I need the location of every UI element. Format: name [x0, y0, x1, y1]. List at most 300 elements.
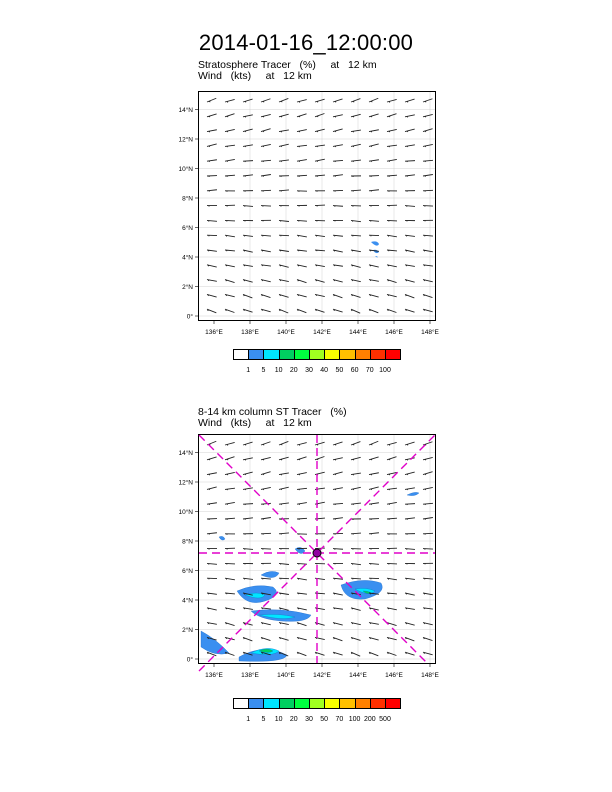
wind-barb [423, 280, 433, 282]
wind-barb [279, 176, 289, 177]
x-tick-label: 144°E [349, 672, 367, 679]
wind-barb [351, 457, 361, 460]
wind-barb [423, 517, 433, 519]
colorbar-swatch [324, 698, 340, 709]
wind-barb [297, 473, 307, 476]
wind-barb [369, 549, 379, 550]
wind-barb [225, 488, 235, 490]
wind-barb [387, 578, 397, 580]
wind-barb [297, 608, 307, 610]
wind-barb [225, 472, 235, 475]
wind-barb [279, 578, 289, 579]
wind-barb [225, 652, 234, 655]
wind-barb [243, 99, 253, 102]
wind-barb [243, 206, 253, 207]
colorbar-label: 70 [365, 367, 374, 374]
wind-barb [243, 549, 253, 550]
wind-barbs [207, 98, 433, 313]
wind-barb [387, 145, 397, 147]
wind-barb [423, 472, 433, 475]
wind-barb [405, 472, 415, 475]
wind-barb [297, 191, 307, 192]
wind-barb [351, 549, 361, 550]
wind-barb [297, 503, 307, 505]
wind-barb [279, 593, 289, 595]
wind-barb [369, 98, 378, 102]
wind-barb [243, 280, 253, 283]
wind-barb [279, 144, 289, 147]
wind-barb [243, 518, 253, 520]
wind-barb [261, 174, 271, 176]
wind-barb [423, 99, 432, 102]
wind-barb [297, 265, 307, 267]
wind-barb [333, 265, 343, 266]
wind-barb [405, 578, 415, 579]
wind-barb [423, 265, 433, 266]
wind-barb [405, 129, 415, 132]
wind-barb [297, 280, 307, 283]
wind-barb [261, 563, 271, 564]
wind-barb [369, 487, 379, 490]
wind-barb [315, 309, 324, 312]
wind-barb [261, 129, 271, 132]
wind-barb [207, 250, 217, 251]
colorbar-swatch [385, 698, 401, 709]
wind-barb [333, 533, 343, 534]
wind-barb [207, 578, 217, 579]
wind-barb [423, 637, 432, 640]
wind-barb [225, 145, 235, 147]
wind-barb [315, 280, 325, 283]
colorbar-swatch [355, 349, 371, 360]
wind-barb [225, 502, 235, 504]
colorbar-label: 20 [289, 367, 298, 374]
wind-barb [261, 487, 271, 489]
colorbar-swatch [355, 698, 371, 709]
y-tick-label: 8°N [182, 538, 193, 546]
wind-barb [369, 503, 379, 505]
colorbar-label: 50 [320, 716, 329, 723]
wind-barb [423, 144, 433, 146]
wind-barb [351, 533, 361, 535]
colorbar-label: 1 [246, 716, 251, 723]
wind-barb [387, 488, 397, 490]
wind-barb [387, 548, 397, 549]
colorbar-label: 100 [348, 716, 361, 723]
wind-barb [225, 280, 235, 283]
y-tick-label: 12°N [178, 136, 193, 144]
wind-barb [243, 250, 253, 252]
wind-barb [333, 563, 343, 564]
wind-barb [225, 518, 235, 520]
wind-barb [207, 160, 217, 162]
wind-barb [297, 652, 306, 655]
panel2-title-wind: Wind (kts) at 12 km [198, 417, 312, 429]
wind-barb [315, 175, 325, 177]
wind-barb [243, 442, 253, 445]
wind-barb [261, 294, 270, 297]
wind-barb [423, 206, 433, 207]
wind-barb [405, 145, 415, 147]
wind-barb [279, 563, 289, 564]
wind-barb [315, 652, 324, 655]
wind-barb [387, 608, 397, 610]
wind-barb [225, 220, 235, 221]
wind-barb [405, 458, 415, 460]
colorbar-label: 10 [274, 716, 283, 723]
wind-barb [243, 563, 253, 564]
colorbar-label: 5 [261, 367, 266, 374]
wind-barb [279, 130, 289, 132]
wind-barb [369, 294, 379, 297]
wind-barb [207, 519, 217, 520]
wind-barb [225, 205, 235, 206]
wind-barb [279, 487, 289, 490]
wind-barb [387, 220, 397, 221]
wind-barb [387, 114, 396, 117]
wind-barb [261, 190, 271, 191]
wind-barb [225, 159, 235, 161]
wind-barb [333, 608, 343, 609]
wind-barb [261, 250, 271, 252]
wind-barb [369, 160, 379, 162]
wind-barb [387, 652, 396, 655]
wind-barb [369, 309, 378, 313]
wind-barb [207, 265, 217, 267]
wind-barb [333, 458, 343, 461]
wind-barb [405, 191, 415, 192]
wind-barb [207, 608, 217, 610]
wind-barb [369, 130, 379, 132]
wind-barb [405, 206, 415, 207]
colorbar-swatch [294, 698, 310, 709]
wind-barb [297, 175, 307, 177]
wind-barb [423, 220, 433, 221]
panel1-title-tracer: Stratosphere Tracer (%) at 12 km [198, 59, 377, 71]
y-tick-label: 0° [186, 313, 193, 321]
wind-barb [369, 578, 379, 579]
wind-barb [207, 623, 217, 625]
wind-barb [333, 518, 343, 520]
wind-barb [351, 265, 361, 268]
wind-barb [297, 309, 306, 312]
wind-barb [351, 487, 361, 490]
wind-barb [225, 235, 235, 237]
wind-barb [243, 145, 253, 147]
wind-barb [369, 144, 379, 147]
wind-barb [423, 578, 433, 579]
colorbar-label: 20 [289, 716, 298, 723]
wind-barb [333, 115, 343, 118]
wind-barb [405, 220, 415, 221]
wind-barb [279, 457, 289, 460]
wind-barb [405, 488, 415, 490]
wind-barb [225, 99, 235, 102]
wind-barb [279, 220, 289, 221]
wind-barb [225, 250, 235, 251]
colorbar-swatch [294, 349, 310, 360]
wind-barb [333, 488, 343, 490]
wind-barb [369, 563, 379, 564]
wind-barb [261, 442, 270, 445]
map-canvas [159, 92, 455, 360]
wind-barb [351, 294, 361, 297]
wind-barb [297, 457, 307, 460]
colorbar-swatch [263, 698, 279, 709]
wind-barb [351, 608, 361, 611]
wind-barb [207, 593, 217, 594]
wind-barb [297, 637, 307, 640]
wind-barb [243, 129, 253, 132]
wind-barb [297, 250, 307, 251]
wind-barb [369, 441, 378, 445]
wind-barb [351, 99, 360, 102]
colorbar-swatch [233, 698, 249, 709]
wind-barb [351, 130, 361, 132]
wind-barb [333, 190, 343, 191]
wind-barb [351, 144, 361, 147]
wind-barb [423, 503, 433, 505]
wind-barb [279, 623, 289, 625]
colorbar-swatch [339, 349, 355, 360]
x-tick-label: 146°E [385, 672, 403, 679]
wind-barb [279, 637, 289, 640]
wind-barb [423, 457, 433, 460]
wind-barb [315, 235, 325, 236]
colorbar-swatch [279, 349, 295, 360]
wind-barb [405, 265, 415, 267]
wind-barb [423, 623, 433, 625]
colorbar-swatch [370, 698, 386, 709]
x-tick-label: 138°E [241, 329, 259, 336]
y-tick-label: 4°N [182, 254, 193, 262]
wind-barb [351, 176, 361, 177]
wind-barb [207, 144, 217, 147]
y-tick-label: 14°N [178, 107, 193, 114]
wind-barb [225, 191, 235, 192]
wind-barb [333, 99, 343, 102]
wind-barb [423, 563, 433, 564]
wind-barb [405, 652, 415, 655]
wind-barb [261, 608, 271, 609]
tracer-map-panel[interactable] [178, 91, 439, 336]
wind-barb [405, 608, 415, 610]
wind-barb [243, 191, 253, 192]
wind-barb [333, 160, 343, 162]
x-tick-label: 144°E [349, 329, 367, 336]
wind-barb [387, 159, 397, 161]
wind-barb [261, 99, 270, 102]
wind-barb [369, 623, 379, 625]
wind-barb [261, 160, 271, 162]
wind-barb [405, 623, 415, 626]
wind-barb [279, 190, 289, 192]
wind-barb [279, 294, 289, 297]
wind-barb [261, 144, 271, 146]
wind-barb [279, 473, 289, 475]
wind-barb [405, 294, 414, 298]
wind-barb [333, 294, 342, 297]
wind-barb [261, 206, 271, 207]
colorbar-label: 10 [274, 367, 283, 374]
wind-barb [315, 145, 325, 147]
wind-barb [369, 176, 379, 177]
colorbar-label: 200 [363, 716, 376, 723]
wind-barb [225, 608, 235, 610]
y-tick-label: 10°N [178, 166, 193, 173]
wind-barb [279, 160, 289, 162]
wind-barb [279, 98, 288, 102]
wind-barb [225, 593, 235, 594]
wind-barb [387, 265, 397, 267]
wind-barb [369, 114, 379, 117]
wind-barb [351, 114, 361, 117]
panel2-title-tracer: 8-14 km column ST Tracer (%) [198, 406, 347, 418]
wind-barb [315, 159, 325, 161]
wind-barb [369, 519, 379, 520]
wind-barb [405, 250, 415, 252]
wind-barb [333, 652, 343, 655]
wind-barb [351, 652, 360, 656]
wind-barb [207, 98, 216, 102]
wind-barb [207, 114, 217, 117]
colorbar-label: 100 [379, 367, 391, 374]
wind-barb [333, 309, 343, 312]
wind-barb [261, 503, 271, 505]
wind-barb [225, 442, 235, 445]
wind-barb [297, 488, 307, 490]
colorbar-label: 70 [335, 716, 344, 723]
colorbar-swatch [233, 349, 249, 360]
wind-barb [405, 115, 415, 117]
wind-barb [243, 115, 253, 117]
wind-barb [315, 265, 325, 267]
wind-barb [423, 533, 433, 534]
wind-barb [369, 280, 379, 282]
wind-barbs [207, 441, 433, 656]
colorbar-swatch [339, 698, 355, 709]
axes [178, 106, 439, 336]
wind-barb [405, 534, 415, 535]
wind-barb [225, 129, 235, 132]
y-tick-label: 6°N [182, 568, 193, 575]
wind-barb [315, 191, 325, 192]
wind-barb [243, 458, 253, 460]
wind-barb [243, 235, 253, 236]
wind-barb [207, 220, 217, 221]
wind-barb [369, 235, 379, 236]
wind-barb [333, 220, 343, 221]
wind-barb [387, 191, 397, 192]
wind-barb [243, 578, 253, 579]
colorbar-swatch [263, 349, 279, 360]
wind-barb [207, 235, 217, 236]
wind-barb [369, 652, 378, 656]
wind-barb [279, 441, 288, 445]
wind-barb [279, 280, 289, 282]
wind-barb [333, 472, 343, 475]
wind-barb [333, 442, 343, 445]
colorbar-label: 500 [379, 716, 391, 723]
crosshair-overlay [199, 435, 435, 671]
wind-barb [225, 623, 235, 626]
wind-barb [405, 637, 414, 641]
wind-barb [405, 442, 415, 445]
wind-barb [333, 235, 343, 236]
wind-barb [207, 503, 217, 505]
wind-barb [243, 309, 253, 312]
column-tracer-map-panel[interactable] [178, 434, 439, 679]
map-canvas [159, 435, 455, 703]
wind-barb [333, 637, 342, 640]
wind-barb [405, 161, 415, 162]
wind-barb [315, 205, 325, 206]
colorbar-swatch [248, 349, 264, 360]
wind-barb [279, 206, 289, 207]
tracer-shading [371, 241, 379, 257]
wind-barb [351, 623, 361, 625]
wind-barb [225, 563, 235, 564]
wind-barb [315, 294, 325, 296]
wind-barb [333, 623, 343, 625]
wind-barb [225, 294, 235, 296]
wind-barb [423, 190, 433, 191]
wind-barb [369, 265, 379, 267]
y-tick-label: 8°N [182, 195, 193, 203]
colorbar-swatch [385, 349, 401, 360]
wind-barb [405, 593, 415, 595]
wind-barb [225, 309, 234, 312]
colorbar-label: 30 [305, 716, 313, 723]
wind-barb [279, 533, 289, 535]
wind-barb [351, 563, 361, 564]
wind-barb [297, 518, 307, 520]
wind-barb [387, 205, 397, 206]
wind-barb [207, 294, 217, 297]
colorbar-label: 60 [350, 367, 359, 374]
wind-barb [405, 235, 415, 236]
x-tick-label: 140°E [277, 672, 295, 679]
wind-barb [279, 235, 289, 236]
wind-barb [279, 265, 289, 267]
wind-barb [387, 518, 397, 520]
wind-barb [423, 309, 433, 312]
colorbar-label: 40 [320, 367, 329, 374]
wind-barb [333, 593, 343, 595]
wind-barb [387, 563, 397, 564]
wind-barb [351, 519, 361, 520]
wind-barb [351, 280, 361, 282]
colorbar-label: 50 [335, 367, 344, 374]
x-tick-label: 148°E [421, 672, 439, 679]
wind-barb [387, 294, 397, 296]
colorbar-label: 5 [261, 716, 266, 723]
wind-barb [423, 235, 433, 236]
wind-barb [207, 206, 217, 207]
wind-barb [369, 190, 379, 192]
y-tick-label: 12°N [178, 479, 193, 487]
x-tick-label: 138°E [241, 672, 259, 679]
wind-barb [423, 294, 432, 297]
wind-barb [333, 175, 343, 177]
wind-barb [279, 549, 289, 550]
wind-barb [351, 190, 361, 192]
wind-barb [279, 250, 289, 252]
wind-barb [333, 145, 343, 147]
colorbar-label: 30 [305, 367, 313, 374]
y-tick-label: 6°N [182, 225, 193, 232]
wind-barb [207, 487, 217, 490]
